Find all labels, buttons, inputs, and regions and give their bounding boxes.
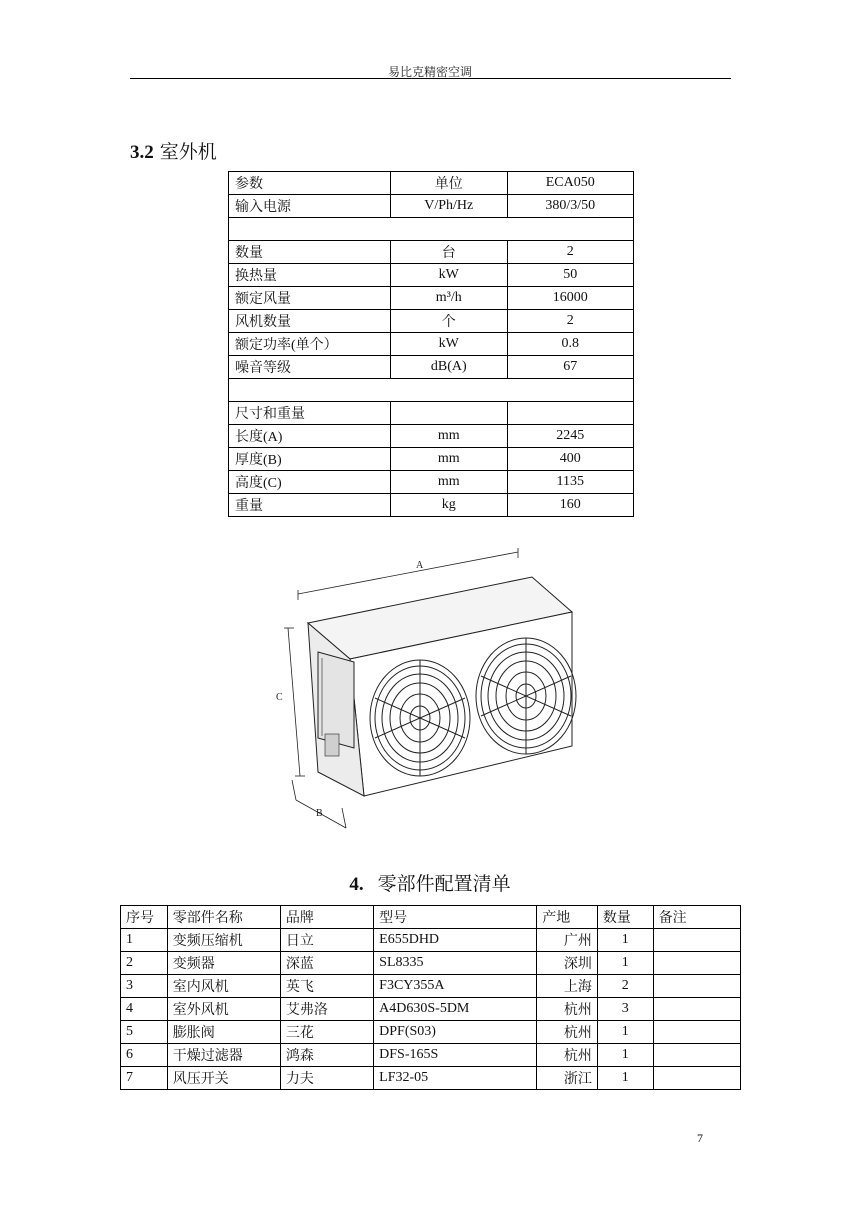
parts-cell-index: 4 (121, 998, 168, 1021)
spec-row (229, 264, 634, 287)
spec-cell: 50 (507, 264, 633, 287)
spec-cell: 数量 (229, 241, 391, 264)
parts-table (120, 905, 741, 1090)
spec-cell: 尺寸和重量 (229, 402, 391, 425)
control-box (318, 652, 354, 748)
outdoor-unit-figure (270, 548, 590, 838)
parts-cell-model: DPF(S03) (374, 1021, 537, 1044)
spec-header-cell: 单位 (390, 172, 507, 195)
parts-cell-model: E655DHD (374, 929, 537, 952)
spec-cell: 风机数量 (229, 310, 391, 333)
section-title: 室外机 (159, 142, 217, 163)
parts-cell-note (653, 998, 740, 1021)
section-number: 3.2 (130, 142, 154, 163)
dimension-label-a: A (416, 560, 424, 571)
parts-cell-brand: 日立 (280, 929, 373, 952)
parts-cell-note (653, 952, 740, 975)
parts-cell-index: 7 (121, 1067, 168, 1090)
parts-cell-index: 1 (121, 929, 168, 952)
parts-header-cell: 品牌 (280, 906, 373, 929)
spec-cell: 2245 (507, 425, 633, 448)
spec-cell: kW (390, 264, 507, 287)
spec-row (229, 494, 634, 517)
spec-header-cell: 参数 (229, 172, 391, 195)
spec-cell: 400 (507, 448, 633, 471)
spec-cell: 额定风量 (229, 287, 391, 310)
parts-cell-origin: 广州 (537, 929, 598, 952)
spec-cell: 16000 (507, 287, 633, 310)
section-heading (130, 137, 217, 164)
parts-cell-origin: 深圳 (537, 952, 598, 975)
header-title: 易比克精密空调 (387, 65, 472, 79)
parts-cell-origin: 浙江 (537, 1067, 598, 1090)
spec-row (229, 448, 634, 471)
spec-cell: 67 (507, 356, 633, 379)
parts-number: 4. (349, 874, 364, 895)
table-row (121, 975, 741, 998)
parts-cell-brand: 鸿森 (280, 1044, 373, 1067)
parts-cell-name: 膨胀阀 (167, 1021, 280, 1044)
spec-cell: dB(A) (390, 356, 507, 379)
parts-cell-name: 干燥过滤器 (167, 1044, 280, 1067)
parts-cell-origin: 杭州 (537, 998, 598, 1021)
parts-cell-qty: 1 (597, 929, 653, 952)
parts-cell-note (653, 975, 740, 998)
spec-cell: kW (390, 333, 507, 356)
spec-row (229, 402, 634, 425)
spec-header-row (229, 172, 634, 195)
parts-cell-model: LF32-05 (374, 1067, 537, 1090)
parts-cell-brand: 艾弗洛 (280, 998, 373, 1021)
parts-cell-model: SL8335 (374, 952, 537, 975)
spec-cell: mm (390, 425, 507, 448)
parts-cell-model: F3CY355A (374, 975, 537, 998)
parts-title: 零部件配置清单 (377, 874, 511, 895)
parts-cell-note (653, 1044, 740, 1067)
header-rule (130, 78, 731, 79)
table-row (121, 929, 741, 952)
parts-cell-brand: 三花 (280, 1021, 373, 1044)
parts-cell-brand: 深蓝 (280, 952, 373, 975)
spec-row (229, 310, 634, 333)
parts-header-cell: 备注 (653, 906, 740, 929)
parts-cell-name: 变频压缩机 (167, 929, 280, 952)
parts-header-cell: 数量 (597, 906, 653, 929)
parts-heading (0, 869, 860, 896)
spec-cell: 1135 (507, 471, 633, 494)
parts-cell-origin: 杭州 (537, 1021, 598, 1044)
parts-cell-qty: 1 (597, 1021, 653, 1044)
spec-cell: 噪音等级 (229, 356, 391, 379)
spec-row (229, 356, 634, 379)
parts-cell-model: A4D630S-5DM (374, 998, 537, 1021)
spec-cell: 换热量 (229, 264, 391, 287)
parts-cell-index: 3 (121, 975, 168, 998)
parts-header-cell: 零部件名称 (167, 906, 280, 929)
parts-cell-brand: 力夫 (280, 1067, 373, 1090)
spec-cell: 380/3/50 (507, 195, 633, 218)
spec-cell: 2 (507, 241, 633, 264)
dimension-label-c: C (276, 692, 283, 703)
parts-header-row (121, 906, 741, 929)
table-row (121, 1044, 741, 1067)
parts-cell-qty: 2 (597, 975, 653, 998)
table-row (121, 952, 741, 975)
spec-row (229, 471, 634, 494)
spec-cell: 160 (507, 494, 633, 517)
parts-cell-note (653, 929, 740, 952)
spec-cell: mm (390, 471, 507, 494)
parts-cell-origin: 上海 (537, 975, 598, 998)
spec-spacer-cell (229, 218, 634, 241)
spec-cell: 输入电源 (229, 195, 391, 218)
spec-cell: 长度(A) (229, 425, 391, 448)
parts-cell-note (653, 1021, 740, 1044)
parts-cell-index: 2 (121, 952, 168, 975)
parts-header-cell: 型号 (374, 906, 537, 929)
parts-cell-brand: 英飞 (280, 975, 373, 998)
spec-cell: 高度(C) (229, 471, 391, 494)
parts-cell-qty: 3 (597, 998, 653, 1021)
parts-cell-qty: 1 (597, 1067, 653, 1090)
spec-spacer-row (229, 218, 634, 241)
spec-row (229, 241, 634, 264)
parts-cell-model: DFS-165S (374, 1044, 537, 1067)
parts-cell-origin: 杭州 (537, 1044, 598, 1067)
parts-header-cell: 序号 (121, 906, 168, 929)
table-row (121, 998, 741, 1021)
table-row (121, 1021, 741, 1044)
spec-cell: V/Ph/Hz (390, 195, 507, 218)
spec-table (228, 171, 634, 517)
parts-cell-note (653, 1067, 740, 1090)
parts-cell-qty: 1 (597, 952, 653, 975)
table-row (121, 1067, 741, 1090)
parts-cell-name: 室内风机 (167, 975, 280, 998)
spec-cell: mm (390, 448, 507, 471)
spec-spacer-row (229, 379, 634, 402)
spec-cell (390, 402, 507, 425)
parts-cell-name: 风压开关 (167, 1067, 280, 1090)
spec-row (229, 425, 634, 448)
parts-cell-name: 变频器 (167, 952, 280, 975)
parts-cell-index: 5 (121, 1021, 168, 1044)
spec-cell (507, 402, 633, 425)
spec-row (229, 195, 634, 218)
parts-cell-index: 6 (121, 1044, 168, 1067)
spec-cell: 2 (507, 310, 633, 333)
parts-cell-qty: 1 (597, 1044, 653, 1067)
spec-cell: 额定功率(单个） (229, 333, 391, 356)
spec-row (229, 333, 634, 356)
spec-cell: 台 (390, 241, 507, 264)
spec-cell: 重量 (229, 494, 391, 517)
spec-cell: kg (390, 494, 507, 517)
dimension-label-b: B (316, 808, 323, 819)
parts-header-cell: 产地 (537, 906, 598, 929)
dimension-line-c (288, 628, 300, 776)
parts-cell-name: 室外风机 (167, 998, 280, 1021)
spec-cell: 个 (390, 310, 507, 333)
spec-cell: m³/h (390, 287, 507, 310)
spec-spacer-cell (229, 379, 634, 402)
spec-cell: 0.8 (507, 333, 633, 356)
spec-header-cell: ECA050 (507, 172, 633, 195)
spec-cell: 厚度(B) (229, 448, 391, 471)
page-number: 7 (697, 1131, 703, 1145)
spec-row (229, 287, 634, 310)
